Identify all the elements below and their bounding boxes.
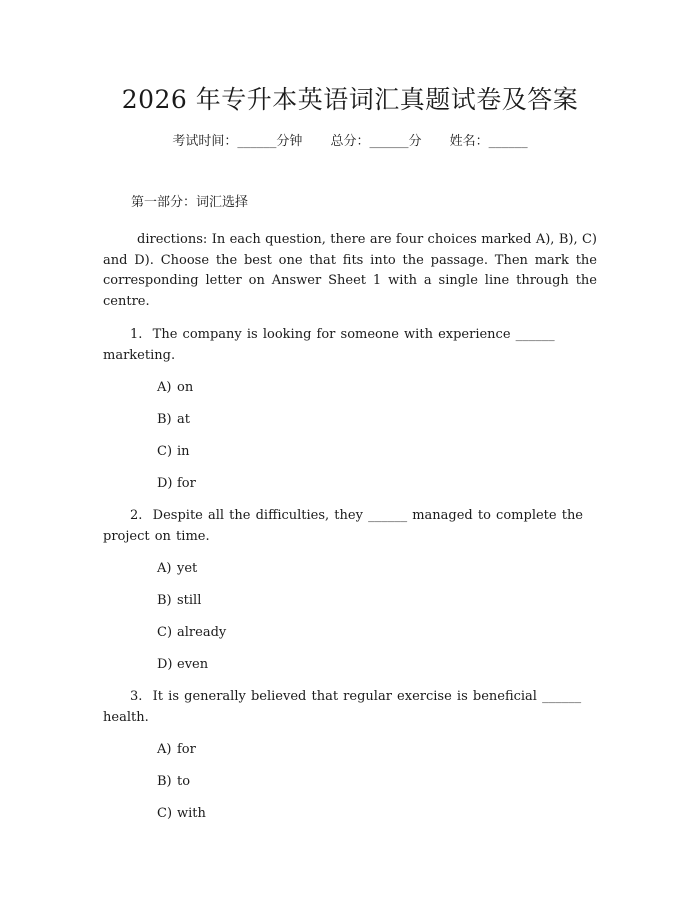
option-c: C) already [157,625,227,640]
option-d: D) for [157,476,196,491]
exam-meta [103,132,597,152]
question-2 [103,506,597,675]
question-1 [103,325,597,494]
question-stem [103,506,597,547]
examinee-name: 姓名：______ [449,134,528,149]
directions-text: directions: In each question, there are four choices marked A), B), C) and D). Choose the best one that fits into the passage. Then mark the corresponding letter on Answer Sheet 1 with a single line through the centre. [103,232,597,309]
option-b: B) to [157,774,191,789]
section-title: 第一部分：词汇选择 [131,195,249,210]
option-c: C) in [157,444,190,459]
option-c: C) with [157,806,206,821]
option-list [103,739,597,824]
question-stem [103,325,597,366]
document-title: 2026 年专升本英语词汇真题试卷及答案 [121,85,579,114]
option-d: D) even [157,657,209,672]
question-number: 2. [130,508,143,523]
question-number: 1. [130,327,143,342]
question-text: The company is looking for someone with experience ______ marketing. [103,327,555,363]
option-list [103,377,597,494]
option-a: A) yet [157,561,198,576]
exam-time: 考试时间：______分钟 [172,134,303,149]
exam-total-score: 总分：______分 [330,134,422,149]
question-3 [103,687,597,824]
question-text: It is generally believed that regular exercise is beneficial ______ health. [103,689,582,725]
option-list [103,558,597,675]
question-number: 3. [130,689,143,704]
option-b: B) still [157,593,202,608]
option-a: A) for [157,742,196,757]
option-b: B) at [157,412,190,427]
question-text: Despite all the difficulties, they ______ managed to complete the project on time. [103,508,584,544]
option-a: A) on [157,380,194,395]
question-stem [103,687,597,728]
